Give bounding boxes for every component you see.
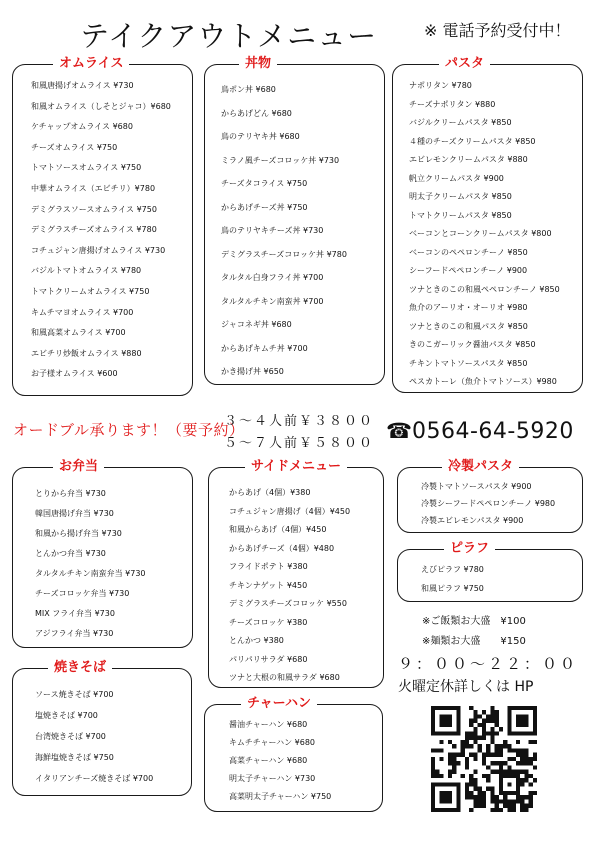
- side-menu-section: [208, 459, 384, 688]
- list-item: キムチチャーハン ¥680: [229, 738, 316, 747]
- donburi-section: [204, 56, 385, 385]
- hors-doeuvre-price-small: ３〜４人前￥３８００: [224, 414, 375, 429]
- list-item: 和風ピラフ ¥750: [421, 584, 484, 593]
- list-item: デミグラスチーズコロッケ丼 ¥780: [221, 249, 347, 259]
- list-item: エビレモンクリームパスタ ¥880: [409, 155, 528, 164]
- pilaf-title: ピラフ: [444, 540, 495, 558]
- list-item: タルタルチキン南蛮丼 ¥700: [221, 296, 324, 306]
- list-item: ４種のチーズクリームパスタ ¥850: [409, 136, 536, 146]
- list-item: 高菜チャーハン ¥680: [229, 756, 308, 765]
- cold-pasta-section: [397, 459, 583, 533]
- list-item: 和風オムライス（しそとジャコ）¥680: [31, 101, 171, 111]
- list-item: 醤油チャーハン ¥680: [229, 720, 308, 729]
- bento-title: お弁当: [53, 458, 104, 476]
- list-item: パリパリサラダ ¥680: [229, 654, 308, 664]
- omurice-section: [12, 56, 193, 396]
- list-item: タルタルチキン南蛮弁当 ¥730: [35, 569, 146, 578]
- hors-doeuvre-price-large: ５〜７人前￥５８００: [224, 436, 375, 451]
- list-item: ケチャップオムライス ¥680: [31, 122, 133, 132]
- list-item: ジャコネギ丼 ¥680: [221, 320, 292, 329]
- list-item: チーズナポリタン ¥880: [409, 99, 496, 109]
- list-item: からあげどん ¥680: [221, 108, 292, 118]
- list-item: 鳥のテリヤキ丼 ¥680: [221, 132, 300, 141]
- phone-number[interactable]: 0564-64-5920: [412, 419, 574, 444]
- list-item: かき揚げ丼 ¥650: [221, 367, 284, 376]
- list-item: 中華オムライス（エビチリ）¥780: [31, 184, 156, 193]
- large-rice-note: ※ご飯類お大盛 ¥100: [422, 616, 526, 627]
- list-item: きのこガーリック醤油パスタ ¥850: [409, 340, 536, 349]
- list-item: 帆立クリームパスタ ¥900: [409, 173, 504, 183]
- list-item: 和風から揚げ弁当 ¥730: [35, 529, 122, 538]
- list-item: からあげキムチ丼 ¥700: [221, 343, 308, 353]
- list-item: アジフライ弁当 ¥730: [35, 629, 114, 638]
- list-item: デミグラスソースオムライス ¥750: [31, 204, 157, 214]
- list-item: チキントマトソースパスタ ¥850: [409, 358, 528, 368]
- bento-section: [12, 459, 193, 648]
- list-item: からあげチーズ丼 ¥750: [221, 202, 308, 212]
- list-item: からあげチーズ（4個）¥480: [229, 543, 335, 553]
- list-item: 明太子クリームパスタ ¥850: [409, 192, 512, 201]
- list-item: ツナときのこの和風ペペロンチーノ ¥850: [409, 284, 560, 294]
- list-item: バジルトマトオムライス ¥780: [31, 266, 142, 276]
- side-menu-title: サイドメニュー: [245, 458, 347, 476]
- list-item: 和風唐揚げオムライス ¥730: [31, 81, 134, 90]
- list-item: ソース焼きそば ¥700: [35, 690, 114, 699]
- list-item: キムチマヨオムライス ¥700: [31, 307, 134, 317]
- holiday-info: 火曜定休詳しくは HP: [398, 679, 534, 695]
- list-item: とんかつ弁当 ¥730: [35, 549, 106, 558]
- cold-pasta-title: 冷製パスタ: [442, 458, 519, 476]
- list-item: 塩焼きそば ¥700: [35, 711, 98, 720]
- hors-doeuvre-label: オードブル承ります！（要予約）: [13, 421, 245, 439]
- list-item: ペスカトーレ（魚介トマトソース）¥980: [409, 377, 557, 386]
- list-item: コチュジャン唐揚げオムライス ¥730: [31, 245, 166, 255]
- list-item: チーズタコライス ¥750: [221, 179, 308, 188]
- list-item: ミラノ風チーズコロッケ丼 ¥730: [221, 155, 340, 165]
- list-item: トマトクリームオムライス ¥750: [31, 287, 150, 296]
- pasta-section: [392, 56, 583, 393]
- list-item: 台湾焼きそば ¥700: [35, 732, 106, 741]
- list-item: MIX フライ弁当 ¥730: [35, 609, 115, 618]
- list-item: お子様オムライス ¥600: [31, 369, 118, 379]
- pilaf-section: [397, 541, 583, 602]
- list-item: 冷製エビレモンパスタ ¥900: [421, 516, 524, 525]
- list-item: 海鮮塩焼きそば ¥750: [35, 753, 114, 762]
- business-hours: ９：００〜２２：００: [398, 655, 579, 673]
- list-item: 鳥のテリヤキチーズ丼 ¥730: [221, 226, 324, 235]
- list-item: チキンナゲット ¥450: [229, 580, 308, 590]
- list-item: 和風からあげ（4個）¥450: [229, 525, 327, 534]
- list-item: デミグラスチーズオムライス ¥780: [31, 225, 157, 235]
- page-title: テイクアウトメニュー: [80, 19, 378, 53]
- list-item: シーフードペペロンチーノ ¥900: [409, 266, 528, 275]
- chahan-section: [204, 696, 383, 812]
- list-item: 冷製シーフードペペロンチーノ ¥980: [421, 499, 556, 508]
- list-item: チーズオムライス ¥750: [31, 142, 118, 152]
- list-item: イタリアンチーズ焼きそば ¥700: [35, 774, 154, 783]
- list-item: トマトクリームパスタ ¥850: [409, 210, 512, 220]
- pasta-title: パスタ: [439, 55, 490, 73]
- list-item: エビチリ炒飯オムライス ¥880: [31, 348, 142, 358]
- list-item: ベーコンのペペロンチーノ ¥850: [409, 247, 528, 257]
- large-noodle-note: ※麺類お大盛 ¥150: [422, 636, 526, 647]
- list-item: ベーコンとコーンクリームパスタ ¥800: [409, 229, 552, 238]
- list-item: えびピラフ ¥780: [421, 565, 484, 574]
- chahan-title: チャーハン: [241, 695, 317, 713]
- list-item: 和風高菜オムライス ¥700: [31, 328, 126, 338]
- list-item: フライドポテト ¥380: [229, 562, 308, 571]
- phone-reservation-notice: ※ 電話予約受付中！: [424, 21, 571, 40]
- yakisoba-section: [12, 660, 192, 796]
- list-item: ツナときのこの和風パスタ ¥850: [409, 321, 528, 331]
- yakisoba-title: 焼きそば: [48, 659, 112, 677]
- list-item: チーズコロッケ ¥380: [229, 617, 308, 627]
- telephone-icon: ☎: [386, 419, 413, 443]
- list-item: 明太子チャーハン ¥730: [229, 774, 316, 783]
- qr-code[interactable]: [431, 706, 537, 812]
- list-item: デミグラスチーズコロッケ ¥550: [229, 599, 347, 608]
- list-item: ナポリタン ¥780: [409, 81, 472, 90]
- list-item: トマトソースオムライス ¥750: [31, 163, 142, 173]
- list-item: 高菜明太子チャーハン ¥750: [229, 792, 332, 801]
- list-item: 魚介のアーリオ・オーリオ ¥980: [409, 303, 528, 312]
- list-item: バジルクリームパスタ ¥850: [409, 118, 512, 127]
- list-item: とんかつ ¥380: [229, 636, 284, 645]
- list-item: 韓国唐揚げ弁当 ¥730: [35, 509, 114, 518]
- donburi-title: 丼物: [239, 55, 277, 73]
- list-item: ツナと大根の和風サラダ ¥680: [229, 673, 340, 682]
- list-item: とりから弁当 ¥730: [35, 489, 106, 498]
- list-item: からあげ（4個）¥380: [229, 488, 311, 497]
- list-item: 鳥ポン丼 ¥680: [221, 85, 276, 94]
- list-item: タルタル白身フライ丼 ¥700: [221, 273, 324, 282]
- list-item: コチュジャン唐揚げ（4個）¥450: [229, 506, 351, 516]
- list-item: チーズコロッケ弁当 ¥730: [35, 589, 130, 598]
- list-item: 冷製トマトソースパスタ ¥900: [421, 482, 532, 491]
- omurice-title: オムライス: [53, 55, 129, 73]
